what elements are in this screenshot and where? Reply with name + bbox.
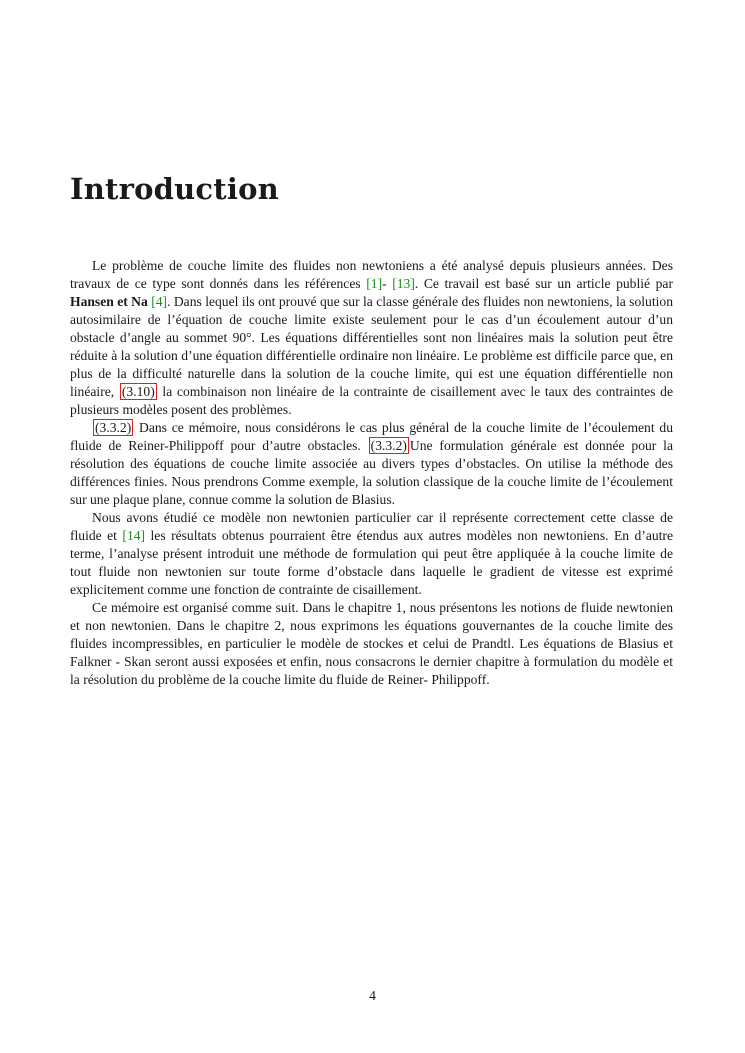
text-run: Dans ce mémoire, nous considérons le cas plus général de la couche limite de l’écoulement du fluide de Reiner-Philippoff pour d’autre obstacles.	[70, 420, 673, 453]
equation-ref-link[interactable]: (3.3.2)	[95, 420, 132, 435]
body-text	[70, 257, 673, 689]
page-title: Introduction	[70, 172, 279, 206]
text-run: . Dans lequel ils ont prouvé que sur la classe générale des fluides non newtoniens, la solution autosimilaire de l’équation de couche limite existe seulement pour le cas d’un écoulement autour d’un obstacle d’angle au sommet 90°. Les équations différentielles sont non linéaires mais la solution peut être réduite à la solution d’une équation différentielle ordinaire non linéaire. Le problème est difficile parce que, en plus de la difficulté naturelle dans la solution de la couche limite, qui est une équation différentielle non linéaire,	[70, 294, 673, 399]
text-run: Ce mémoire est organisé comme suit. Dans le chapitre 1, nous présentons les notions de fluide newtonien et non newtonien. Dans le chapitre 2, nous exprimons les équations gouvernantes de la couche limite des fluides incompressibles, en particulier le modèle de stockes et celui de Prandtl. Les équations de Blasius et Falkner - Skan seront aussi exposées et enfin, nous consacrons le dernier chapitre à formulation du modèle et la résolution du problème de la couche limite du fluide de Reiner- Philippoff.	[70, 600, 673, 687]
text-run: . Ce travail est basé sur un article publié par	[414, 276, 673, 291]
paragraph-1	[70, 257, 673, 419]
text-run: la combinaison non linéaire de la contrainte de cisaillement avec le taux des contraintes de plusieurs modèles posent des problèmes.	[70, 384, 673, 417]
text-run: Nous avons étudié ce modèle non newtonien particulier car il représente correctement cette classe de fluide et	[70, 510, 673, 543]
paragraph-2	[70, 419, 673, 509]
page-number: 4	[369, 988, 376, 1003]
author-name: Hansen et Na	[70, 294, 148, 309]
equation-ref-link[interactable]: (3.10)	[121, 384, 155, 399]
paragraph-4	[70, 599, 673, 689]
text-run: les résultats obtenus pourraient être étendus aux autres modèles non newtoniens. En d’autre terme, l’analyse présent introduit une méthode de formulation qui peut être appliquée à la couche limite de tout fluide non newtonien sur toute forme d’obstacle dans laquelle le gradient de vitesse est exprimé explicitement comme une fonction de contrainte de cisaillement.	[70, 528, 673, 597]
text-run: Le problème de couche limite des fluides non newtoniens a été analysé depuis plusieurs années. Des travaux de ce type sont donnés dans les références	[70, 258, 673, 291]
citation-link[interactable]: [4]	[151, 294, 168, 309]
citation-link[interactable]: [1]	[366, 276, 383, 291]
equation-ref-link[interactable]: (3.3.2)	[370, 438, 407, 453]
text-run: Une formulation générale est donnée pour la résolution des équations de couche limite associée au divers types d’obstacles. On utilise la méthode des différences finies. Nous prendrons Comme exemple, la solution classique de la couche limite de l’écoulement sur une plaque plane, connue comme la solution de Blasius.	[70, 438, 673, 507]
text-run: -	[382, 276, 393, 291]
paragraph-3	[70, 509, 673, 599]
citation-link[interactable]: [13]	[392, 276, 415, 291]
citation-link[interactable]: [14]	[122, 528, 146, 543]
